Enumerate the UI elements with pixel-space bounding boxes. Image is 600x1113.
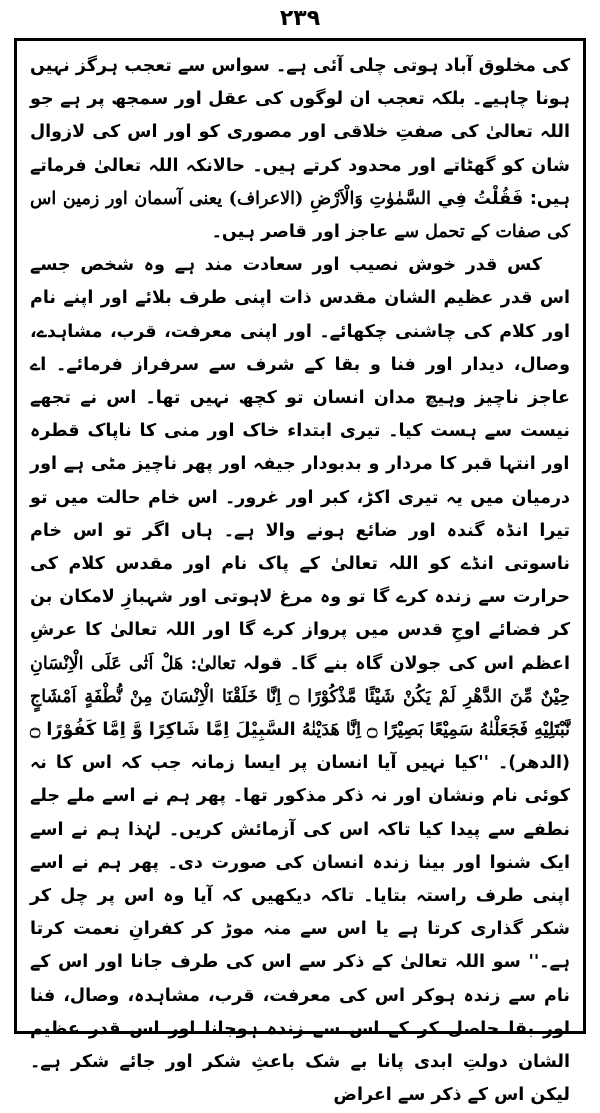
- text-line: دولتِ ابدی پانا بے شک باعثِ شکر اور جائے شکر ہے۔ لیکن اس کے ذکر سے اعراض: [30, 1052, 570, 1106]
- paragraph-1: [30, 50, 570, 249]
- text-line: قرب، مشاہدے، وصال، دیدار اور فنا و بقا کے شرف سے سرفراز فرمائے۔ اے عاجز: [30, 321, 571, 409]
- text-line: لازوال شان کو گھٹاتے اور محدود کرتے ہیں۔ حالانکہ اللہ تعالیٰ فرماتے ہیں: فَقُلْتُ فِي: [30, 122, 570, 209]
- body-text: [30, 50, 570, 1113]
- text-line: ذکر سے اس کی طرف جانا اور اس کے نام سے زندہ ہوکر اس کی معرفت، قرب،: [30, 952, 571, 1006]
- text-line: پیدا کیا تاکہ اس کی آزمائش کریں۔ لہٰذا ہم نے اسے ایک شنوا اور بینا زندہ انسان کی: [30, 819, 570, 873]
- text-line: کی مخلوق آباد ہوتی چلی آئی ہے۔ سواس سے تعجب ہرگز نہیں ہونا چاہیے۔ بلکہ تعجب ان: [30, 56, 570, 110]
- text-line: لوگوں کی عقل اور سمجھ پر ہے جو اللہ تعالیٰ کی صفتِ خلاقی اور مصوری کو اور اس کی: [30, 89, 570, 143]
- text-line: درمیان میں یہ تیری اکڑ، کبر اور غرور۔ اس خام حالت میں تو تیرا انڈہ گندہ اور ضائع: [30, 487, 571, 541]
- text-line: عاجز اور قاصر ہیں۔: [211, 222, 389, 243]
- text-line: خَلَقْنَا الْاِنْسَانَ مِنْ نُّطْفَةٍ اَمْشَاجٍ نَّبْتَلِيْهِ فَجَعَلْنٰهُ سَمِيْعًا بَصِيْرًا ۝ اِنَّا هَدَيْنٰهُ: [30, 686, 571, 741]
- page-number: ۲۳۹: [279, 6, 321, 31]
- text-line: ذات اپنی طرف بلائے اور اپنے نام اور کلام کی چاشنی چکھائے۔ اور اپنی معرفت،: [30, 288, 570, 342]
- paragraph-2: [30, 249, 570, 1112]
- text-line: کلام کی حرارت سے زندہ کرے گا تو وہ مرغ لاہوتی اور شہبازِ لامکان بن کر فضائے: [30, 554, 571, 641]
- text-line: ناچیز وہیچ مدان انسان تو کچھ نہیں تھا۔ اس نے تجھے نیست سے ہست کیا۔ تیری ابتداء: [30, 388, 570, 442]
- text-line: مشاہدہ، وصال، فنا اور بقا حاصل کر کے اس سے زندہ ہوجانا اور اس قدر عظیم الشان: [30, 985, 570, 1073]
- text-line: کس قدر خوش نصیب اور سعادت مند ہے وہ شخص جسے اس قدر عظیم الشان مقدس: [30, 255, 570, 309]
- text-line: اوجِ قدس میں پرواز کرے گا اور اللہ تعالیٰ کا عرشِ اعظم اس کی جولان گاہ بنے گا۔ قولہ: [30, 620, 570, 674]
- text-line: کر شکر گذاری کرتا ہے یا اس سے منہ موڑ کر کفرانِ نعمت کرتا ہے۔'' سو اللہ تعالیٰ کے: [30, 886, 570, 973]
- text-line: خاک اور منی کا ناپاک قطرہ اور انتہا قبر کا مردار و بدبودار جیفہ اور پھر ناچیز مٹی ہے اور: [30, 421, 570, 475]
- text-line: کہ اس کا نہ کوئی نام ونشان اور نہ ذکر مذکور تھا۔ پھر ہم نے اسے ملے جلے نطفے سے: [30, 753, 570, 840]
- text-line: صورت دی۔ پھر ہم نے اسے اپنی طرف راستہ بتایا۔ تاکہ دیکھیں کہ آیا وہ اس پر چل: [30, 852, 570, 907]
- text-line: السَّمٰوٰتِ وَالْاَرْضِ (الاعراف) یعنی آسمان اور زمین اس کی صفات کے تحمل سے: [30, 188, 570, 243]
- text-line: تعالیٰ: هَلْ اَتٰى عَلَى الْاِنْسَانِ حِيْنٌ مِّنَ الدَّهْرِ لَمْ يَكُنْ شَيْئًا مَّذْكُوْرًا ۝ اِنَّا: [30, 653, 571, 707]
- text-line: ہونے والا ہے۔ ہاں اگر تو اس خام ناسوتی انڈے کو اللہ تعالیٰ کے پاک نام اور مقدس: [30, 520, 571, 575]
- text-line: السَّبِيْلَ اِمَّا شَاكِرًا وَّ اِمَّا كَفُوْرًا ۝ (الدھر)۔ ''کیا نہیں آیا انسان پر ایسا زمانہ جب: [30, 720, 570, 774]
